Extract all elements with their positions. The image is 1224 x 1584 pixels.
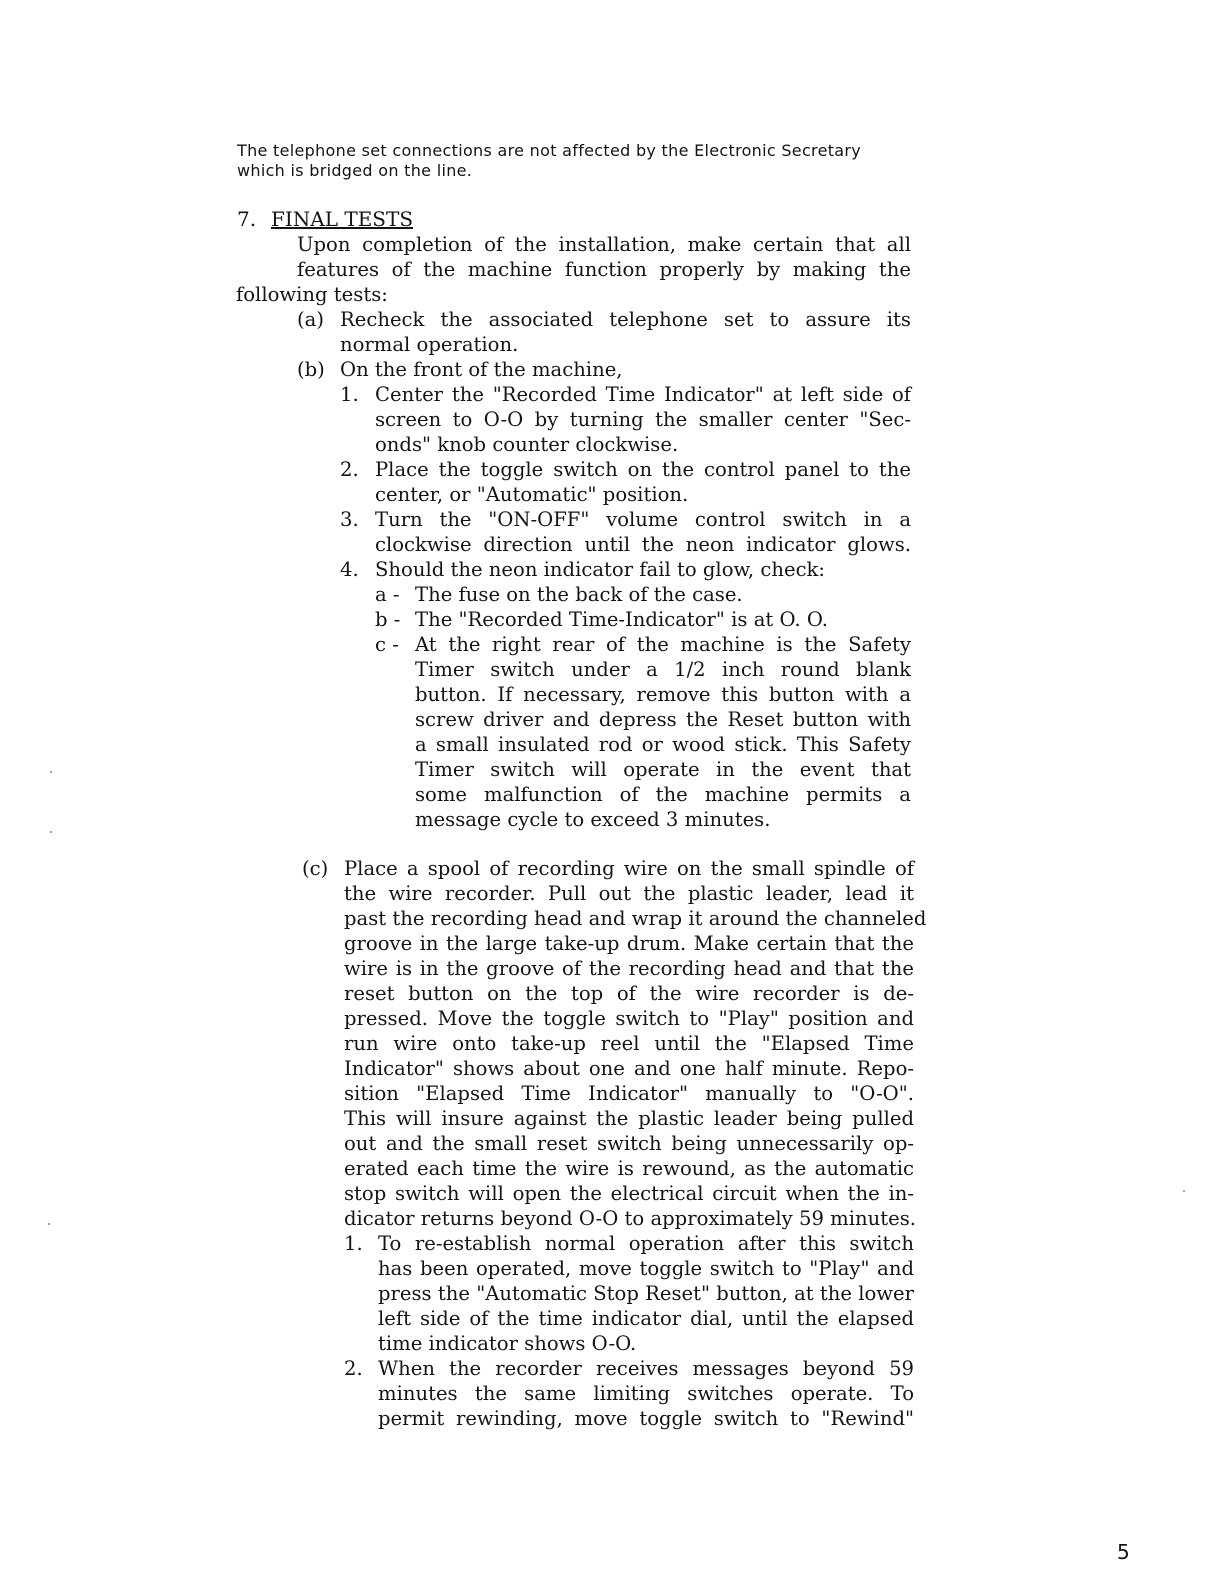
step-b4-marker: 4. <box>340 558 359 581</box>
step-b3-line: clockwise direction until the neon indicator glows. <box>375 533 911 556</box>
item-a-line: normal operation. <box>340 333 519 356</box>
step-b2-marker: 2. <box>340 458 359 481</box>
item-c-line: the wire recorder. Pull out the plastic leader, lead it <box>344 882 914 905</box>
step-b1-marker: 1. <box>340 383 359 406</box>
item-c-line: stop switch will open the electrical circuit when the in- <box>344 1182 914 1205</box>
item-c-line: This will insure against the plastic leader being pulled <box>344 1107 914 1130</box>
step-c2-line: minutes the same limiting switches operate. To <box>378 1382 914 1405</box>
check-c-line: At the right rear of the machine is the Safety <box>415 633 911 656</box>
check-c-line: Timer switch under a 1/2 inch round blank <box>415 658 911 681</box>
section-intro-line: features of the machine function properly by making the <box>297 258 911 281</box>
check-c-line: some malfunction of the machine permits a <box>415 783 911 806</box>
step-c1-line: time indicator shows O-O. <box>378 1332 637 1355</box>
step-c1-line: has been operated, move toggle switch to "Play" and <box>378 1257 914 1280</box>
item-c-line: out and the small reset switch being unnecessarily op- <box>344 1132 914 1155</box>
check-c-line: message cycle to exceed 3 minutes. <box>415 808 771 831</box>
item-c-line: sition "Elapsed Time Indicator" manually to "O-O". <box>344 1082 914 1105</box>
step-b1-line: screen to O-O by turning the smaller center "Sec- <box>375 408 911 431</box>
item-c-line: reset button on the top of the wire recorder is de- <box>344 982 914 1005</box>
step-c2-line: permit rewinding, move toggle switch to "Rewind" <box>378 1407 914 1430</box>
scan-speck <box>50 771 52 773</box>
item-c-line: groove in the large take-up drum. Make certain that the <box>344 932 914 955</box>
section-intro-line: Upon completion of the installation, make certain that all <box>297 233 911 256</box>
check-c-line: a small insulated rod or wood stick. This Safety <box>415 733 911 756</box>
check-c-line: screw driver and depress the Reset button with <box>415 708 911 731</box>
item-c-line: Indicator" shows about one and one half minute. Repo- <box>344 1057 914 1080</box>
item-b-line: On the front of the machine, <box>340 358 623 381</box>
item-c-line: dicator returns beyond O-O to approximately 59 minutes. <box>344 1207 916 1230</box>
page-number: 5 <box>1117 1540 1130 1564</box>
scan-speck <box>48 1223 50 1225</box>
step-b4-line: Should the neon indicator fail to glow, check: <box>375 558 826 581</box>
item-c-line: run wire onto take-up reel until the "Elapsed Time <box>344 1032 914 1055</box>
item-a-line: Recheck the associated telephone set to assure its <box>340 308 911 331</box>
section-heading <box>237 206 413 232</box>
item-c-line: erated each time the wire is rewound, as the automatic <box>344 1157 914 1180</box>
check-a-line: The fuse on the back of the case. <box>415 583 743 606</box>
intro-line: The telephone set connections are not affected by the Electronic Secretary <box>237 141 862 160</box>
step-c1-line: left side of the time indicator dial, until the elapsed <box>378 1307 914 1330</box>
step-b1-line: Center the "Recorded Time Indicator" at left side of <box>375 383 911 406</box>
step-c2-marker: 2. <box>344 1357 363 1380</box>
intro-note <box>237 141 937 181</box>
item-a-marker: (a) <box>297 308 324 331</box>
intro-line: which is bridged on the line. <box>237 161 473 180</box>
section-number: 7. <box>237 207 257 231</box>
check-c-line: button. If necessary, remove this button with a <box>415 683 911 706</box>
check-c-marker: c - <box>375 633 399 656</box>
step-b1-line: onds" knob counter clockwise. <box>375 433 679 456</box>
scan-speck <box>50 831 52 833</box>
step-c1-line: press the "Automatic Stop Reset" button, at the lower <box>378 1282 914 1305</box>
step-c2-line: When the recorder receives messages beyond 59 <box>378 1357 914 1380</box>
check-b-marker: b - <box>375 608 401 631</box>
item-c-line: wire is in the groove of the recording head and that the <box>344 957 914 980</box>
section-intro-line: following tests: <box>236 283 388 306</box>
step-b2-line: Place the toggle switch on the control panel to the <box>375 458 911 481</box>
check-c-line: Timer switch will operate in the event that <box>415 758 911 781</box>
section-title: FINAL TESTS <box>271 207 414 231</box>
step-b3-line: Turn the "ON-OFF" volume control switch in a <box>375 508 911 531</box>
check-b-line: The "Recorded Time-Indicator" is at O. O. <box>415 608 828 631</box>
step-c1-marker: 1. <box>344 1232 363 1255</box>
item-c-line: past the recording head and wrap it around the channeled <box>344 907 927 930</box>
step-b3-marker: 3. <box>340 508 359 531</box>
item-c-marker: (c) <box>302 857 329 880</box>
check-a-marker: a - <box>375 583 400 606</box>
scan-speck <box>1183 1190 1185 1192</box>
item-c-line: pressed. Move the toggle switch to "Play" position and <box>344 1007 914 1030</box>
item-c-line: Place a spool of recording wire on the small spindle of <box>344 857 914 880</box>
step-c1-line: To re-establish normal operation after this switch <box>378 1232 914 1255</box>
item-b-marker: (b) <box>297 358 325 381</box>
step-b2-line: center, or "Automatic" position. <box>375 483 689 506</box>
